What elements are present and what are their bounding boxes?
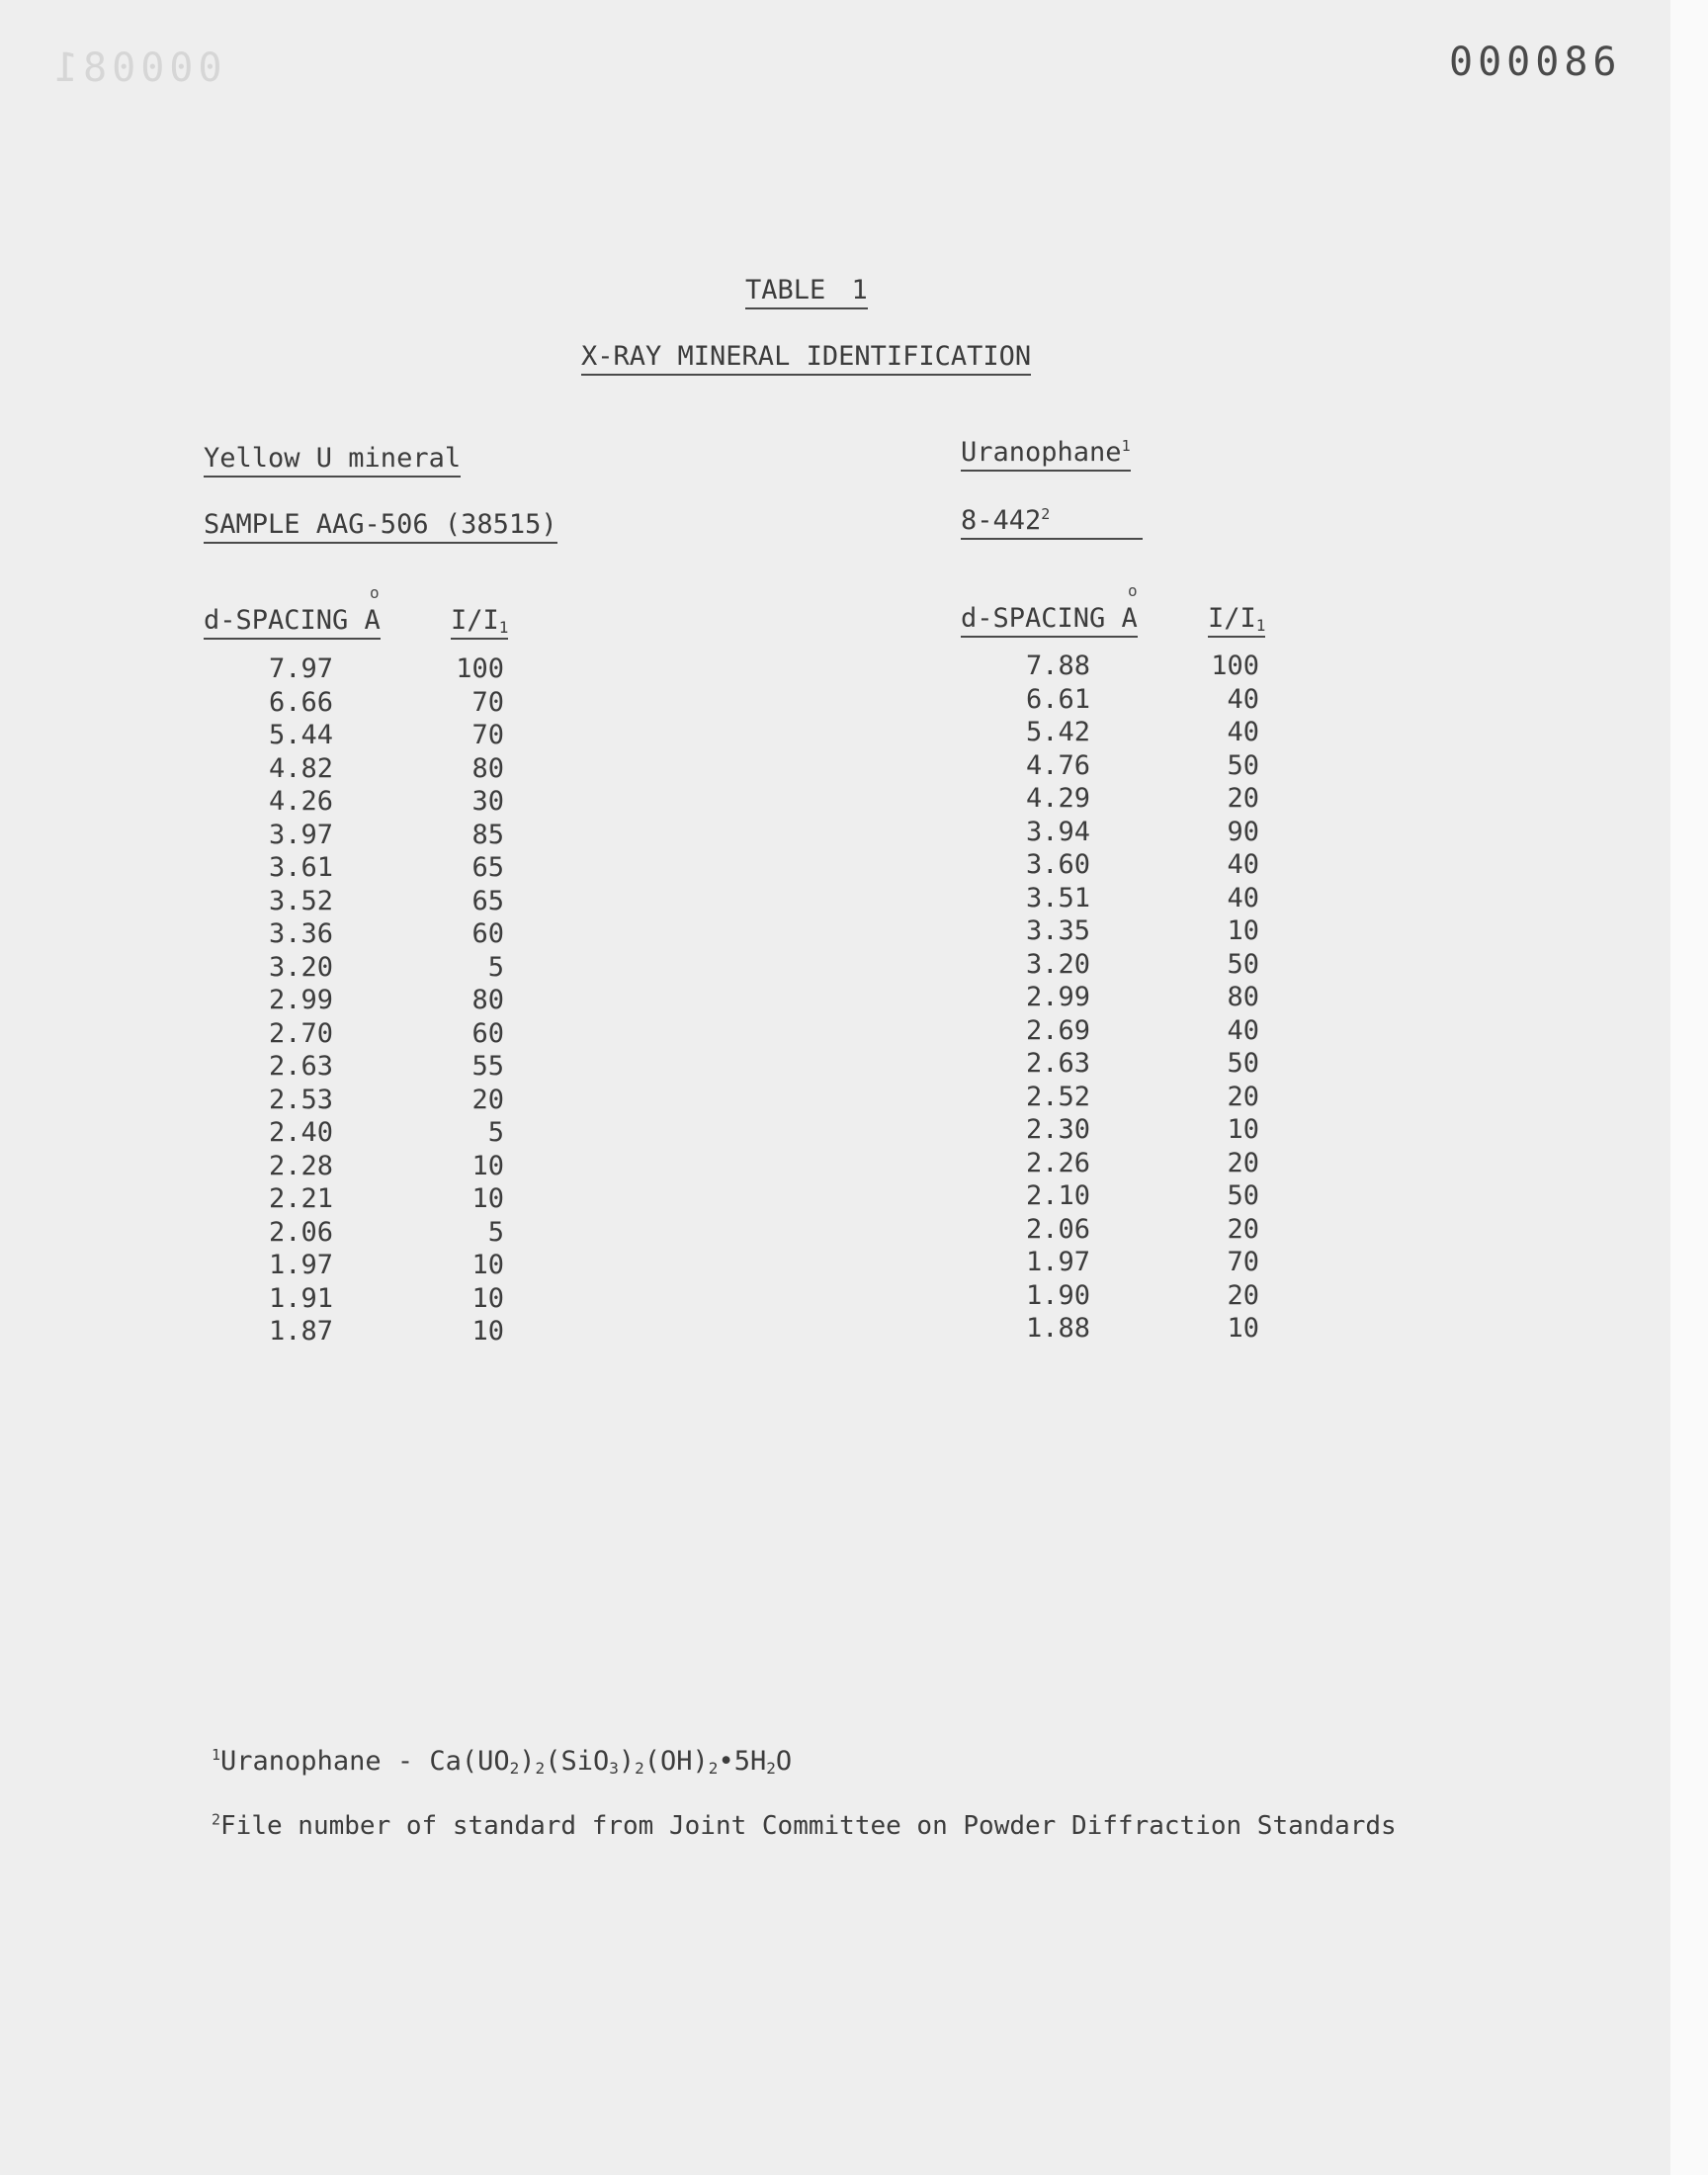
left-intensity-cell: 65 (471, 885, 504, 916)
footnote-2-text: File number of standard from Joint Committee on Powder Diffraction Standards (220, 1811, 1397, 1841)
left-dspacing-cell: 1.91 (269, 1282, 334, 1314)
left-dspacing-cell: 2.21 (269, 1183, 334, 1214)
left-dspacing-cell: 3.61 (269, 852, 334, 883)
right-intensity-cell: 90 (1227, 816, 1259, 847)
right-intensity-cell: 20 (1227, 783, 1259, 814)
right-dspacing-header: d-SPACING A (961, 603, 1138, 638)
left-intensity-cell: 60 (471, 918, 504, 949)
left-intensity-cell: 10 (471, 1250, 504, 1280)
right-intensity-cell: 20 (1227, 1147, 1259, 1178)
formula-subscript: 2 (708, 1759, 719, 1778)
formula-part: ) (519, 1746, 536, 1777)
formula-part: •5H (718, 1746, 767, 1777)
table-subtitle: X-RAY MINERAL IDENTIFICATION (581, 341, 1031, 376)
left-dspacing-cell: 3.52 (269, 885, 334, 916)
formula-subscript: 2 (535, 1759, 546, 1778)
footnote-1 (212, 1746, 792, 1777)
right-intensity-cell: 40 (1227, 717, 1259, 747)
right-mineral-label: Uranophane (961, 437, 1122, 468)
right-dspacing-cell: 4.76 (1026, 749, 1091, 781)
right-intensity-cell: 50 (1227, 1048, 1259, 1079)
left-intensity-cell: 10 (471, 1282, 504, 1314)
left-intensity-cell: 30 (471, 786, 504, 817)
table-title: TABLE 1 (745, 275, 868, 309)
right-dspacing-cell: 4.29 (1026, 783, 1091, 814)
left-intensity-sub: 1 (498, 618, 509, 637)
right-intensity-cell: 80 (1227, 982, 1259, 1012)
right-dspacing-cell: 2.30 (1026, 1114, 1091, 1145)
formula-subscript: 2 (766, 1759, 776, 1778)
right-dspacing-cell: 3.20 (1026, 948, 1091, 980)
right-file-number (961, 505, 1143, 540)
left-intensity-cell: 100 (456, 653, 504, 684)
left-dspacing-cell: 2.28 (269, 1150, 334, 1181)
right-intensity-cell: 20 (1227, 1081, 1259, 1112)
right-dspacing-cell: 3.35 (1026, 915, 1091, 946)
right-intensity-cell: 20 (1227, 1213, 1259, 1245)
footnote-2-mark: 2 (212, 1810, 221, 1829)
left-dspacing-cell: 2.06 (269, 1216, 334, 1248)
right-intensity-cell: 50 (1227, 749, 1259, 781)
right-dspacing-cell: 7.88 (1026, 651, 1091, 681)
right-dspacing-column (1026, 650, 1125, 1346)
right-intensity-cell: 70 (1227, 1247, 1259, 1277)
right-dspacing-cell: 2.10 (1026, 1180, 1091, 1211)
left-intensity-header (451, 605, 508, 640)
right-intensity-cell: 40 (1227, 849, 1259, 880)
right-intensity-cell: 100 (1211, 651, 1259, 681)
left-intensity-cell: 5 (487, 1117, 504, 1148)
footnote-ref-2: 2 (1041, 505, 1051, 523)
right-file-label: 8-442 (961, 505, 1042, 536)
formula-part: Ca(UO (429, 1746, 510, 1777)
formula-part: (OH) (643, 1746, 709, 1777)
right-dspacing-cell: 2.52 (1026, 1081, 1091, 1112)
left-dspacing-cell: 6.66 (269, 686, 334, 718)
left-intensity-cell: 80 (471, 985, 504, 1015)
right-dspacing-cell: 3.60 (1026, 849, 1091, 880)
left-dspacing-cell: 5.44 (269, 720, 334, 750)
right-intensity-label: I/I (1208, 603, 1256, 634)
left-intensity-column (435, 652, 504, 1348)
right-intensity-cell: 40 (1227, 683, 1259, 715)
right-dspacing-cell: 3.51 (1026, 882, 1091, 914)
left-intensity-cell: 5 (487, 951, 504, 983)
right-intensity-cell: 40 (1227, 1014, 1259, 1046)
left-intensity-cell: 55 (471, 1051, 504, 1082)
left-dspacing-column (269, 652, 368, 1348)
angstrom-ring-left: o (370, 583, 380, 602)
right-dspacing-cell: 2.69 (1026, 1014, 1091, 1046)
left-intensity-cell: 60 (471, 1017, 504, 1049)
right-intensity-cell: 20 (1227, 1279, 1259, 1311)
left-dspacing-cell: 2.99 (269, 985, 334, 1015)
formula-part: (SiO (545, 1746, 610, 1777)
right-intensity-sub: 1 (1255, 616, 1266, 635)
left-intensity-cell: 70 (471, 686, 504, 718)
left-dspacing-cell: 3.20 (269, 951, 334, 983)
right-intensity-cell: 50 (1227, 948, 1259, 980)
left-intensity-cell: 10 (471, 1150, 504, 1181)
left-intensity-cell: 20 (471, 1084, 504, 1115)
page-edge (1670, 0, 1708, 2175)
right-dspacing-cell: 1.97 (1026, 1247, 1091, 1277)
angstrom-ring-right: o (1128, 581, 1138, 600)
footnote-1-label: Uranophane - (220, 1746, 430, 1777)
right-dspacing-cell: 2.06 (1026, 1213, 1091, 1245)
left-dspacing-cell: 2.70 (269, 1017, 334, 1049)
left-intensity-cell: 10 (471, 1183, 504, 1214)
right-dspacing-cell: 2.63 (1026, 1048, 1091, 1079)
left-sample-id: SAMPLE AAG-506 (38515) (204, 509, 557, 544)
left-dspacing-cell: 4.26 (269, 786, 334, 817)
left-dspacing-cell: 2.63 (269, 1051, 334, 1082)
footnote-2 (212, 1811, 1397, 1841)
right-dspacing-cell: 3.94 (1026, 816, 1091, 847)
left-dspacing-cell: 3.36 (269, 918, 334, 949)
left-intensity-cell: 5 (487, 1216, 504, 1248)
right-intensity-cell: 10 (1227, 1114, 1259, 1145)
uranophane-formula (429, 1746, 792, 1777)
formula-subscript: 3 (609, 1759, 619, 1778)
left-mineral-name: Yellow U mineral (204, 443, 461, 478)
footnote-ref-1: 1 (1121, 437, 1131, 455)
footnote-1-mark: 1 (212, 1746, 221, 1764)
bleed-through-stamp: 000081 (49, 45, 222, 91)
formula-subscript: 2 (635, 1759, 644, 1778)
left-intensity-cell: 80 (471, 752, 504, 784)
formula-part: O (775, 1746, 793, 1777)
right-dspacing-cell: 6.61 (1026, 683, 1091, 715)
left-intensity-label: I/I (451, 605, 499, 636)
right-intensity-cell: 10 (1227, 1313, 1259, 1344)
right-intensity-cell: 50 (1227, 1180, 1259, 1211)
right-intensity-header (1208, 603, 1265, 638)
left-intensity-cell: 85 (471, 819, 504, 850)
page-number-stamp: 000086 (1449, 40, 1622, 85)
left-dspacing-cell: 1.97 (269, 1250, 334, 1280)
right-intensity-cell: 10 (1227, 915, 1259, 946)
left-intensity-cell: 70 (471, 720, 504, 750)
left-dspacing-cell: 7.97 (269, 653, 334, 684)
left-dspacing-cell: 2.53 (269, 1084, 334, 1115)
right-dspacing-cell: 1.90 (1026, 1279, 1091, 1311)
left-dspacing-cell: 2.40 (269, 1117, 334, 1148)
right-intensity-cell: 40 (1227, 882, 1259, 914)
left-dspacing-cell: 4.82 (269, 752, 334, 784)
right-dspacing-cell: 1.88 (1026, 1313, 1091, 1344)
right-dspacing-cell: 2.26 (1026, 1147, 1091, 1178)
left-dspacing-cell: 3.97 (269, 819, 334, 850)
right-intensity-column (1190, 650, 1259, 1346)
left-intensity-cell: 65 (471, 852, 504, 883)
left-intensity-cell: 10 (471, 1316, 504, 1347)
left-dspacing-header: d-SPACING A (204, 605, 381, 640)
left-dspacing-cell: 1.87 (269, 1316, 334, 1347)
right-dspacing-cell: 2.99 (1026, 982, 1091, 1012)
right-mineral-name (961, 437, 1131, 472)
formula-part: ) (618, 1746, 636, 1777)
right-dspacing-cell: 5.42 (1026, 717, 1091, 747)
formula-subscript: 2 (509, 1759, 520, 1778)
